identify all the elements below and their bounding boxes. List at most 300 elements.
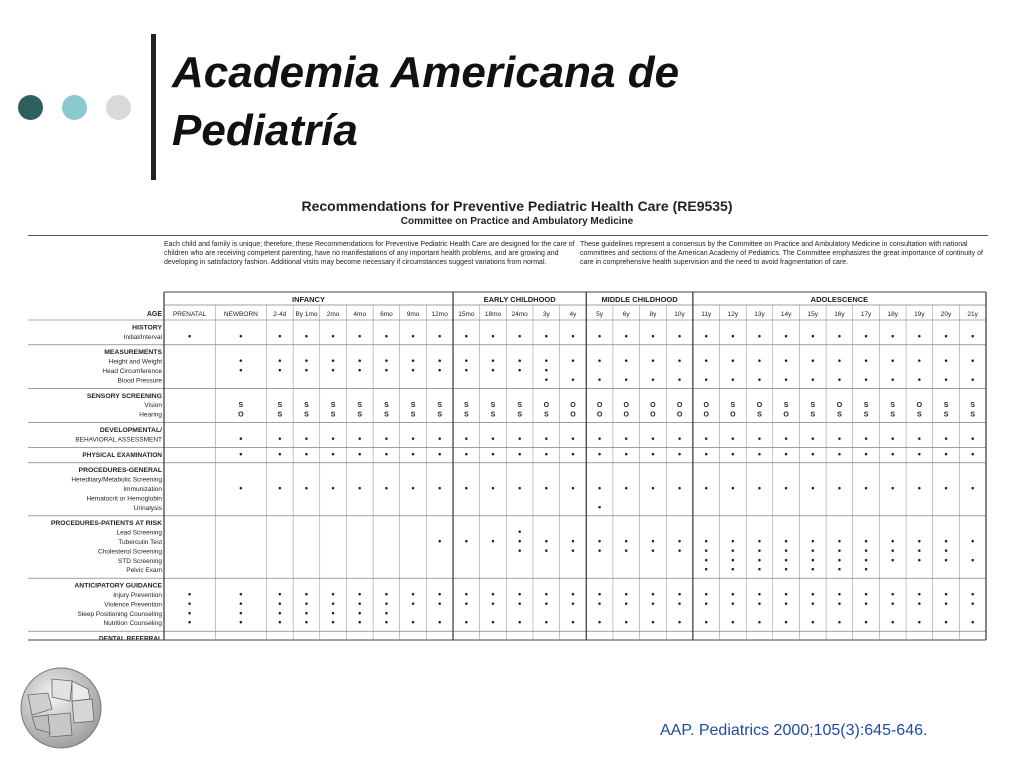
table-cell: • — [624, 355, 628, 366]
table-cell: S — [410, 411, 416, 419]
table-cell: • — [971, 374, 975, 385]
table-cell: S — [810, 402, 816, 410]
table-cell: S — [917, 411, 922, 419]
table-cell: • — [944, 617, 948, 628]
table-cell: O — [623, 402, 629, 410]
age-column-header: 15mo — [458, 311, 475, 318]
table-cell: S — [890, 411, 896, 419]
table-cell: • — [811, 545, 815, 556]
table-cell: S — [490, 411, 496, 419]
table-cell: • — [837, 564, 842, 575]
table-cell: O — [783, 411, 789, 419]
table-cell: • — [731, 355, 735, 366]
table-cell: • — [411, 330, 415, 341]
row-label: Violence Prevention — [104, 601, 162, 609]
table-cell: • — [239, 598, 243, 609]
table-cell: • — [278, 433, 282, 444]
table-cell: • — [704, 617, 708, 628]
row-label: DENTAL REFERRAL — [99, 635, 162, 642]
table-cell: • — [891, 589, 895, 599]
table-cell: • — [464, 433, 468, 444]
table-cell: • — [571, 617, 575, 628]
table-cell: • — [864, 598, 868, 609]
section-heading: DEVELOPMENTAL/ — [99, 427, 162, 434]
table-cell: • — [598, 374, 602, 385]
table-cell: S — [330, 402, 336, 410]
table-cell: • — [491, 355, 495, 366]
table-cell: • — [784, 617, 788, 628]
table-cell: • — [651, 374, 655, 385]
table-cell: • — [891, 355, 895, 366]
table-cell: • — [358, 617, 362, 628]
table-cell: • — [358, 330, 362, 341]
table-cell: • — [304, 589, 309, 599]
table-cell: • — [598, 589, 602, 599]
table-cell: S — [943, 411, 949, 419]
section-heading: HISTORY — [132, 324, 162, 332]
table-cell: O — [650, 411, 656, 419]
table-cell: • — [971, 330, 975, 341]
table-cell: • — [784, 564, 788, 575]
table-cell: • — [624, 545, 628, 556]
table-cell: • — [944, 448, 948, 459]
table-cell: • — [731, 564, 735, 575]
table-cell: • — [757, 545, 762, 556]
table-cell: • — [704, 330, 708, 341]
age-column-header: 13y — [754, 311, 765, 318]
table-cell: • — [784, 433, 788, 444]
table-cell: • — [438, 448, 442, 459]
table-cell: • — [331, 483, 335, 493]
table-cell: • — [811, 598, 815, 609]
table-cell: • — [757, 564, 762, 575]
table-cell: • — [411, 483, 415, 493]
age-column-header: 6y — [622, 311, 630, 318]
table-cell: • — [278, 355, 282, 366]
table-cell: • — [384, 355, 388, 366]
table-cell: • — [304, 330, 309, 341]
table-cell: • — [571, 448, 575, 459]
table-cell: • — [331, 617, 335, 628]
row-label: Height and Weight — [108, 358, 162, 366]
table-cell: • — [518, 545, 522, 556]
section-heading: SENSORY SCREENING — [86, 392, 162, 400]
table-cell: • — [411, 448, 415, 459]
table-cell: • — [358, 448, 362, 459]
table-cell: • — [837, 554, 842, 565]
table-cell: S — [304, 411, 309, 419]
table-cell: • — [188, 589, 192, 599]
scanned-document — [22, 192, 990, 642]
table-cell: • — [239, 330, 243, 341]
table-cell: • — [944, 374, 948, 385]
title-divider-bar — [151, 34, 156, 180]
table-cell: • — [304, 617, 309, 628]
table-cell: • — [704, 589, 708, 599]
table-cell: • — [731, 589, 735, 599]
table-cell: • — [518, 589, 522, 599]
group-label: EARLY CHILDHOOD — [483, 295, 556, 304]
table-cell: • — [544, 355, 548, 366]
table-cell: • — [704, 483, 708, 493]
table-cell: • — [917, 374, 921, 385]
table-cell: • — [784, 448, 788, 459]
table-cell: O — [596, 411, 603, 419]
table-cell: • — [278, 607, 282, 618]
table-cell: • — [731, 536, 735, 546]
table-cell: • — [331, 433, 335, 444]
table-cell: • — [438, 483, 442, 493]
table-cell: • — [624, 483, 628, 493]
table-cell: • — [811, 617, 815, 628]
table-cell: • — [544, 545, 548, 556]
table-cell: S — [543, 411, 549, 419]
table-cell: • — [278, 483, 282, 493]
table-cell: • — [704, 448, 708, 459]
table-cell: • — [518, 355, 522, 366]
age-column-header: By 1mo — [295, 311, 318, 318]
age-column-header: 16y — [834, 311, 845, 318]
table-cell: • — [971, 448, 975, 459]
table-cell: • — [331, 607, 335, 618]
table-cell: • — [731, 617, 735, 628]
age-column-header: 6mo — [380, 311, 393, 318]
table-cell: • — [239, 448, 243, 459]
table-cell: • — [491, 589, 495, 599]
table-cell: • — [491, 483, 495, 493]
table-cell: • — [571, 483, 575, 493]
table-cell: • — [358, 607, 362, 618]
table-cell: • — [518, 617, 522, 628]
document-subtitle: Committee on Practice and Ambulatory Medicine — [400, 216, 634, 227]
table-cell: S — [238, 402, 244, 410]
table-cell: • — [411, 598, 415, 609]
table-cell: S — [464, 402, 469, 410]
citation: AAP. Pediatrics 2000;105(3):645-646. — [660, 722, 928, 739]
age-column-header: PRENATAL — [172, 311, 207, 318]
table-cell: • — [384, 617, 388, 628]
table-cell: • — [837, 433, 842, 444]
table-cell: • — [518, 448, 522, 459]
age-column-header: 17y — [860, 311, 872, 318]
table-cell: • — [837, 545, 842, 556]
table-cell: • — [438, 589, 442, 599]
table-cell: • — [864, 617, 868, 628]
age-column-header: NEWBORN — [223, 311, 258, 318]
table-cell: • — [278, 617, 282, 628]
table-cell: S — [330, 411, 336, 419]
table-cell: • — [651, 330, 655, 341]
table-cell: • — [651, 598, 655, 609]
table-cell: • — [598, 448, 602, 459]
table-cell: • — [518, 598, 522, 609]
table-cell: • — [331, 589, 335, 599]
table-cell: • — [278, 448, 282, 459]
table-cell: • — [784, 483, 788, 493]
age-column-header: 5y — [596, 311, 604, 318]
table-cell: • — [917, 554, 921, 565]
table-cell: • — [239, 589, 243, 599]
table-cell: • — [464, 365, 468, 375]
table-cell: • — [304, 365, 309, 375]
table-cell: • — [784, 374, 788, 385]
table-cell: • — [757, 330, 762, 341]
table-cell: • — [971, 355, 975, 366]
table-cell: • — [731, 433, 735, 444]
table-cell: • — [624, 433, 628, 444]
table-cell: • — [731, 545, 735, 556]
table-cell: S — [357, 411, 363, 419]
table-cell: • — [757, 589, 762, 599]
table-cell: • — [624, 617, 628, 628]
table-cell: • — [704, 545, 708, 556]
table-cell: • — [864, 536, 868, 546]
table-cell: • — [411, 355, 415, 366]
table-cell: • — [917, 355, 921, 366]
table-cell: S — [384, 402, 389, 410]
table-cell: • — [438, 365, 442, 375]
table-cell: O — [703, 411, 709, 419]
table-cell: • — [239, 365, 243, 375]
table-cell: • — [358, 598, 362, 609]
table-cell: • — [757, 598, 762, 609]
table-cell: • — [811, 483, 815, 493]
table-cell: • — [491, 617, 495, 628]
table-cell: • — [704, 598, 708, 609]
table-cell: O — [570, 402, 576, 410]
row-label: Cholesterol Screening — [98, 548, 162, 556]
table-cell: • — [784, 355, 788, 366]
table-cell: • — [384, 598, 388, 609]
table-cell: S — [490, 402, 496, 410]
table-cell: • — [464, 355, 468, 366]
table-cell: • — [491, 598, 495, 609]
table-cell: • — [239, 355, 243, 366]
age-column-header: 2-4d — [273, 311, 287, 318]
table-cell: • — [384, 433, 388, 444]
section-heading: PROCEDURES-PATIENTS AT RISK — [50, 520, 162, 528]
slide-title-line2: Pediatría — [172, 106, 358, 155]
table-cell: • — [518, 330, 522, 341]
table-cell: • — [518, 365, 522, 375]
table-cell: • — [917, 536, 921, 546]
table-cell: • — [971, 598, 975, 609]
table-cell: • — [598, 330, 602, 341]
section-heading: PROCEDURES-GENERAL — [78, 467, 162, 475]
table-cell: • — [438, 355, 442, 366]
table-cell: • — [704, 554, 708, 565]
table-cell: • — [331, 448, 335, 459]
table-cell: • — [278, 365, 282, 375]
row-label: Blood Pressure — [117, 377, 162, 385]
table-cell: • — [704, 433, 708, 444]
table-cell: • — [917, 589, 921, 599]
table-cell: • — [811, 448, 815, 459]
table-cell: • — [544, 365, 548, 375]
age-column-header: 21y — [967, 311, 978, 318]
age-column-header: 11y — [701, 311, 712, 318]
table-cell: • — [598, 536, 602, 546]
table-cell: S — [464, 411, 469, 419]
table-cell: O — [676, 411, 683, 419]
age-column-header: 19y — [914, 311, 925, 318]
table-cell: • — [358, 355, 362, 366]
table-cell: • — [971, 536, 975, 546]
table-cell: • — [188, 598, 192, 609]
table-cell: • — [811, 589, 815, 599]
table-cell: • — [598, 501, 602, 512]
table-cell: • — [278, 330, 282, 341]
table-cell: • — [304, 433, 309, 444]
row-label: Tuberculin Test — [118, 539, 162, 546]
table-cell: • — [891, 545, 895, 556]
table-cell: S — [384, 411, 389, 419]
table-cell: • — [891, 448, 895, 459]
dot-dark — [18, 95, 43, 120]
table-cell: S — [757, 411, 762, 419]
table-cell: • — [704, 374, 708, 385]
table-cell: • — [757, 374, 762, 385]
group-label: ADOLESCENCE — [810, 295, 869, 304]
table-cell: • — [331, 365, 335, 375]
age-column-header: 4y — [569, 311, 577, 318]
table-cell: O — [703, 402, 709, 410]
table-cell: • — [411, 617, 415, 628]
table-cell: • — [864, 355, 868, 366]
table-cell: • — [704, 355, 708, 366]
table-cell: • — [891, 617, 895, 628]
table-cell: • — [411, 433, 415, 444]
table-cell: • — [677, 448, 682, 459]
dot-gray — [106, 95, 131, 120]
table-cell: • — [757, 483, 762, 493]
table-cell: • — [731, 374, 735, 385]
age-column-header: 4mo — [353, 311, 367, 318]
row-label: Hematocrit or Hemoglobin — [86, 495, 162, 503]
table-cell: S — [837, 411, 842, 419]
table-cell: • — [864, 330, 868, 341]
table-cell: • — [677, 433, 682, 444]
table-cell: • — [971, 589, 975, 599]
table-cell: • — [864, 554, 868, 565]
table-cell: • — [677, 536, 682, 546]
table-cell: • — [971, 433, 975, 444]
table-cell: • — [784, 554, 788, 565]
table-cell: • — [384, 589, 388, 599]
table-cell: S — [437, 402, 443, 410]
table-cell: • — [304, 598, 309, 609]
table-cell: O — [238, 411, 244, 419]
table-cell: • — [304, 607, 309, 618]
table-cell: • — [384, 365, 388, 375]
table-cell: • — [544, 598, 548, 609]
table-cell: • — [464, 589, 468, 599]
table-cell: • — [438, 617, 442, 628]
table-cell: • — [864, 483, 868, 493]
table-cell: O — [596, 402, 603, 410]
table-cell: • — [438, 433, 442, 444]
row-label: Injury Prevention — [113, 592, 162, 599]
table-cell: • — [464, 330, 468, 341]
row-label: Vision — [144, 402, 162, 410]
table-cell: • — [331, 330, 335, 341]
table-cell: • — [971, 483, 975, 493]
table-cell: • — [598, 483, 602, 493]
section-heading: MEASUREMENTS — [104, 349, 162, 357]
table-cell: • — [651, 545, 655, 556]
table-cell: O — [730, 411, 736, 419]
table-cell: • — [757, 536, 762, 546]
table-cell: • — [651, 355, 655, 366]
table-cell: • — [518, 526, 522, 537]
row-label: Sleep Positioning Counseling — [77, 610, 162, 618]
table-cell: • — [331, 355, 335, 366]
table-cell: • — [304, 448, 309, 459]
table-cell: • — [651, 536, 655, 546]
section-heading: ANTICIPATORY GUIDANCE — [74, 582, 162, 590]
table-cell: • — [411, 365, 415, 375]
row-label: Pelvic Exam — [126, 567, 162, 575]
table-cell: • — [811, 564, 815, 575]
table-cell: O — [650, 402, 656, 410]
table-cell: • — [677, 545, 682, 556]
table-cell: • — [239, 433, 243, 444]
table-cell: • — [944, 536, 948, 546]
table-cell: • — [731, 330, 735, 341]
table-cell: • — [188, 617, 192, 628]
document-title: Recommendations for Preventive Pediatric Health Care (RE9535) — [301, 198, 733, 214]
table-cell: • — [651, 589, 655, 599]
table-cell: O — [623, 411, 629, 419]
table-cell: • — [188, 607, 192, 618]
age-column-header: 20y — [940, 311, 952, 318]
table-cell: • — [491, 330, 495, 341]
table-cell: • — [864, 374, 868, 385]
row-label: Hereditary/Metabolic Screening — [71, 476, 162, 484]
table-cell: • — [837, 536, 842, 546]
table-cell: • — [438, 330, 442, 341]
table-cell: S — [943, 402, 949, 410]
table-cell: • — [544, 330, 548, 341]
table-cell: • — [784, 598, 788, 609]
table-cell: • — [917, 448, 921, 459]
table-cell: • — [651, 448, 655, 459]
table-cell: • — [837, 355, 842, 366]
group-label: MIDDLE CHILDHOOD — [601, 295, 678, 304]
table-cell: • — [837, 617, 842, 628]
row-label: Nutrition Counseling — [103, 620, 162, 628]
table-cell: • — [624, 536, 628, 546]
table-cell: • — [731, 598, 735, 609]
recommendations-table — [22, 192, 990, 642]
age-column-header: 8y — [649, 311, 657, 318]
table-cell: • — [624, 330, 628, 341]
row-label: STD Screening — [117, 557, 162, 565]
age-column-header: 10y — [674, 311, 685, 318]
table-cell: • — [944, 330, 948, 341]
table-cell: • — [811, 355, 815, 366]
age-column-header: 14y — [780, 311, 792, 318]
row-label: Hearing — [139, 411, 162, 419]
table-cell: S — [517, 411, 522, 419]
table-cell: • — [891, 433, 895, 444]
row-label: Lead Screening — [116, 529, 162, 537]
table-cell: • — [518, 536, 522, 546]
table-cell: S — [357, 402, 363, 410]
table-cell: • — [464, 598, 468, 609]
table-cell: • — [651, 433, 655, 444]
table-cell: • — [624, 598, 628, 609]
